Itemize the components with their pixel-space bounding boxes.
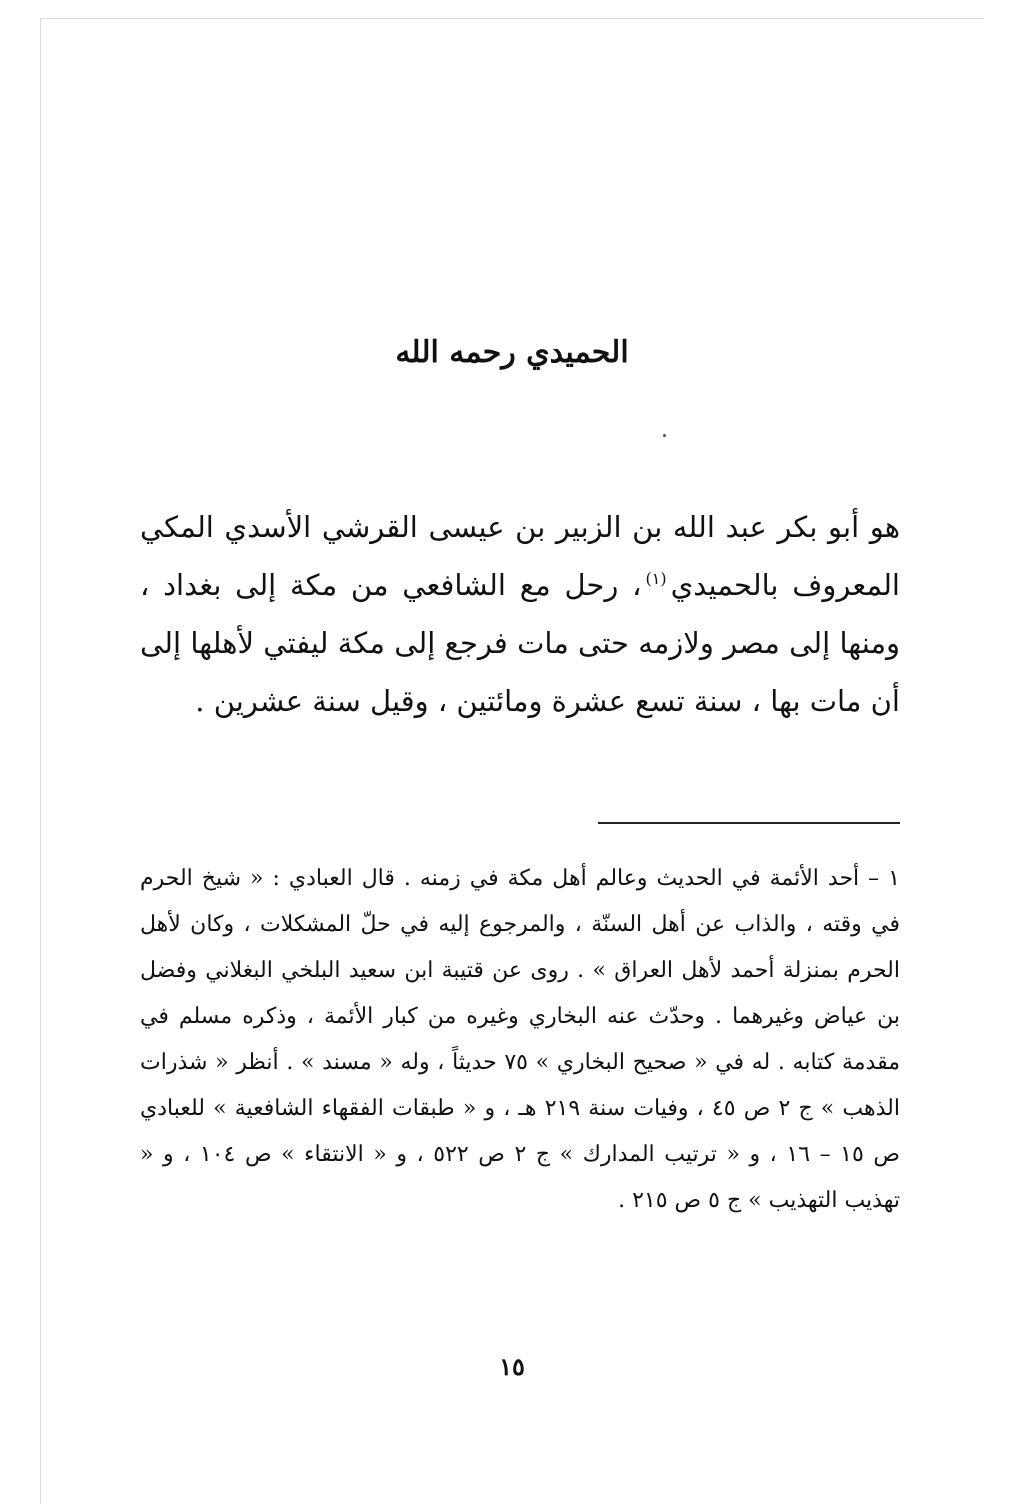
footnote-text: ١ – أحد الأئمة في الحديث وعالم أهل مكة في زمنه . قال العبادي : « شيخ الحرم في وقته ، والذاب عن أهل السنّة ، والمرجوع إليه في حلّ المشكلات ، وكان لأهل الحرم بمنزلة أحمد لأهل العراق » . روى عن قتيبة ابن سعيد البلخي البغلاني وفضل بن عياض وغيرهما . وحدّث عنه البخاري وغيره من كبار الأئمة ، وذكره مسلم في مقدمة كتابه . له في « صحيح البخاري » ٧٥ حديثاً ، وله « مسند » . أنظر « شذرات الذهب » ج ٢ ص ٤٥ ، وفيات سنة ٢١٩ هـ ، و « طبقات الفقهاء الشافعية » للعبادي ص ١٥ – ١٦ ، و « ترتيب المدارك » ج ٢ ص ٥٢٢ ، و « الانتقاء » ص ١٠٤ ، و « تهذيب التهذيب » ج ٥ ص ٢١٥ . — [140, 866, 900, 1213]
main-text — [140, 498, 900, 730]
footnote-reference-mark: (١) — [645, 569, 667, 589]
main-text-part-1: هو أبو بكر عبد الله بن الزبير بن عيسى القرشي الأسدي المكي المعروف بالحميدي — [140, 510, 900, 602]
footnote — [140, 856, 900, 1224]
footnote-separator — [598, 822, 900, 824]
page-frame — [40, 18, 984, 1504]
main-text-part-2: ، رحل مع الشافعي من مكة إلى بغداد ، ومنها إلى مصر ولازمه حتى مات فرجع إلى مكة ليفتي لأهلها إلى أن مات بها ، سنة تسع عشرة ومائتين ، وقيل سنة عشرين . — [140, 568, 900, 718]
page-title: الحميدي رحمه الله — [395, 335, 629, 370]
speck-mark — [663, 434, 666, 437]
main-paragraph — [140, 498, 900, 730]
page-number: ١٥ — [499, 1352, 525, 1381]
